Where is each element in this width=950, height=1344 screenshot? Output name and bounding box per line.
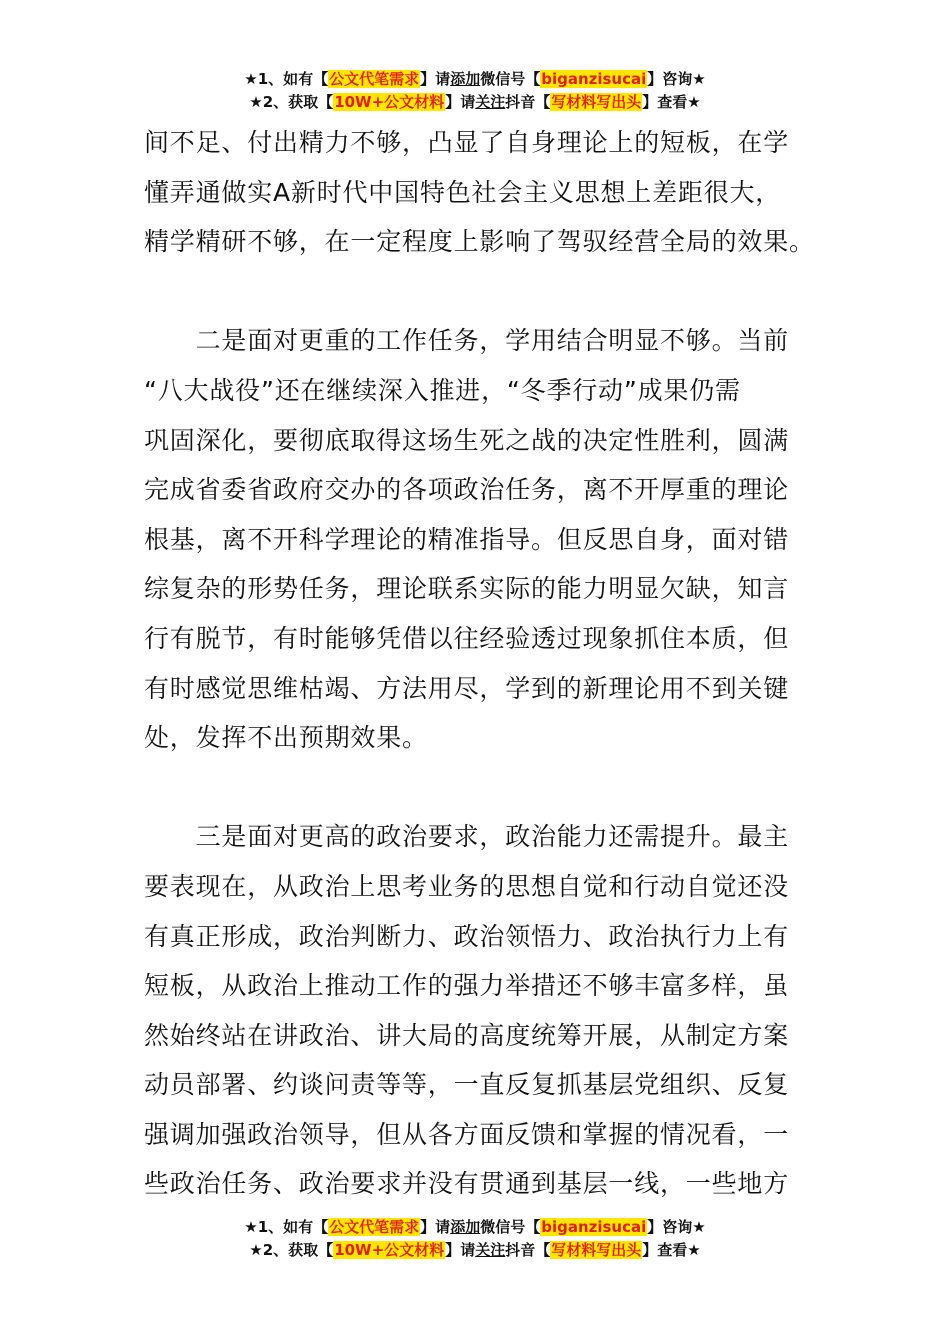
highlight-text: 10W+公文材料: [334, 93, 445, 111]
banner-line-2: [0, 91, 950, 114]
underlined-text: 添加: [450, 1218, 481, 1236]
banner-text: 】查看★: [642, 1241, 701, 1259]
banner-text: 】请: [445, 1241, 476, 1259]
banner-text: 抖音【: [505, 93, 551, 111]
text-line: 完成省委省政府交办的各项政治任务，离不开厚重的理论: [144, 475, 790, 505]
banner-text: 抖音【: [505, 1241, 551, 1259]
highlight-text: 公文代笔需求: [329, 70, 420, 88]
text-line: 巩固深化，要彻底取得这场生死之战的决定性胜利，圆满: [144, 425, 790, 455]
banner-text: 微信号【: [480, 70, 541, 88]
paragraph-1: [144, 118, 815, 267]
text-line: 精学精研不够，在一定程度上影响了驾驭经营全局的效果。: [144, 227, 815, 257]
text-line: 处，发挥不出预期效果。: [144, 723, 428, 753]
douyin-highlight: 写材料写出头: [551, 1241, 642, 1259]
banner-text: 】查看★: [642, 93, 701, 111]
wechat-id-highlight: biganzisucai: [541, 70, 647, 88]
text-line: 综复杂的形势任务，理论联系实际的能力明显欠缺，知言: [144, 574, 790, 604]
header-banner: [0, 68, 950, 114]
text-line: 短板，从政治上推动工作的强力举措还不够丰富多样，虽: [144, 971, 790, 1001]
banner-text: ★2、获取【: [249, 1241, 334, 1259]
paragraph-3: [144, 812, 808, 1209]
banner-line-1: [0, 68, 950, 91]
banner-text: ★1、如有【: [244, 1218, 329, 1236]
underlined-text: 关注: [475, 1241, 506, 1259]
text-line: 根基，离不开科学理论的精准指导。但反思自身，面对错: [144, 524, 790, 554]
text-line: 要表现在，从政治上思考业务的思想自觉和行动自觉还没: [144, 871, 790, 901]
text-line: 二是面对更重的工作任务，学用结合明显不够。当前: [144, 326, 790, 356]
footer-banner: [0, 1216, 950, 1262]
highlight-text: 公文代笔需求: [329, 1218, 420, 1236]
douyin-highlight: 写材料写出头: [551, 93, 642, 111]
text-line: 然始终站在讲政治、讲大局的高度统筹开展，从制定方案: [144, 1020, 790, 1050]
text-line: 有时感觉思维枯竭、方法用尽，学到的新理论用不到关键: [144, 673, 790, 703]
text-line: 行有脱节，有时能够凭借以往经验透过现象抓住本质，但: [144, 623, 790, 653]
banner-text: ★2、获取【: [249, 93, 334, 111]
paragraph-2: [144, 316, 808, 762]
text-line: 三是面对更高的政治要求，政治能力还需提升。最主: [144, 822, 790, 852]
banner-text: 】请: [420, 70, 451, 88]
text-line: 有真正形成，政治判断力、政治领悟力、政治执行力上有: [144, 921, 790, 951]
banner-text: 】请: [420, 1218, 451, 1236]
banner-text: ★1、如有【: [244, 70, 329, 88]
banner-text: 微信号【: [480, 1218, 541, 1236]
underlined-text: 关注: [475, 93, 506, 111]
text-line: 间不足、付出精力不够，凸显了自身理论上的短板，在学: [144, 128, 790, 157]
document-body: [144, 118, 815, 1209]
wechat-id-highlight: biganzisucai: [541, 1218, 647, 1236]
text-line: 强调加强政治领导，但从各方面反馈和掌握的情况看，一: [144, 1119, 790, 1149]
banner-text: 】咨询★: [647, 1218, 706, 1236]
text-line: 些政治任务、政治要求并没有贯通到基层一线，一些地方: [144, 1169, 790, 1199]
text-line: “八大战役”还在继续深入推进，“冬季行动”成果仍需: [144, 375, 741, 405]
banner-line-1: [0, 1216, 950, 1239]
text-line: 懂弄通做实A新时代中国特色社会主义思想上差距很大，: [144, 177, 782, 207]
highlight-text: 10W+公文材料: [334, 1241, 445, 1259]
text-line: 动员部署、约谈问责等等，一直反复抓基层党组织、反复: [144, 1070, 790, 1100]
banner-line-2: [0, 1239, 950, 1262]
underlined-text: 添加: [450, 70, 481, 88]
banner-text: 】咨询★: [647, 70, 706, 88]
banner-text: 】请: [445, 93, 476, 111]
